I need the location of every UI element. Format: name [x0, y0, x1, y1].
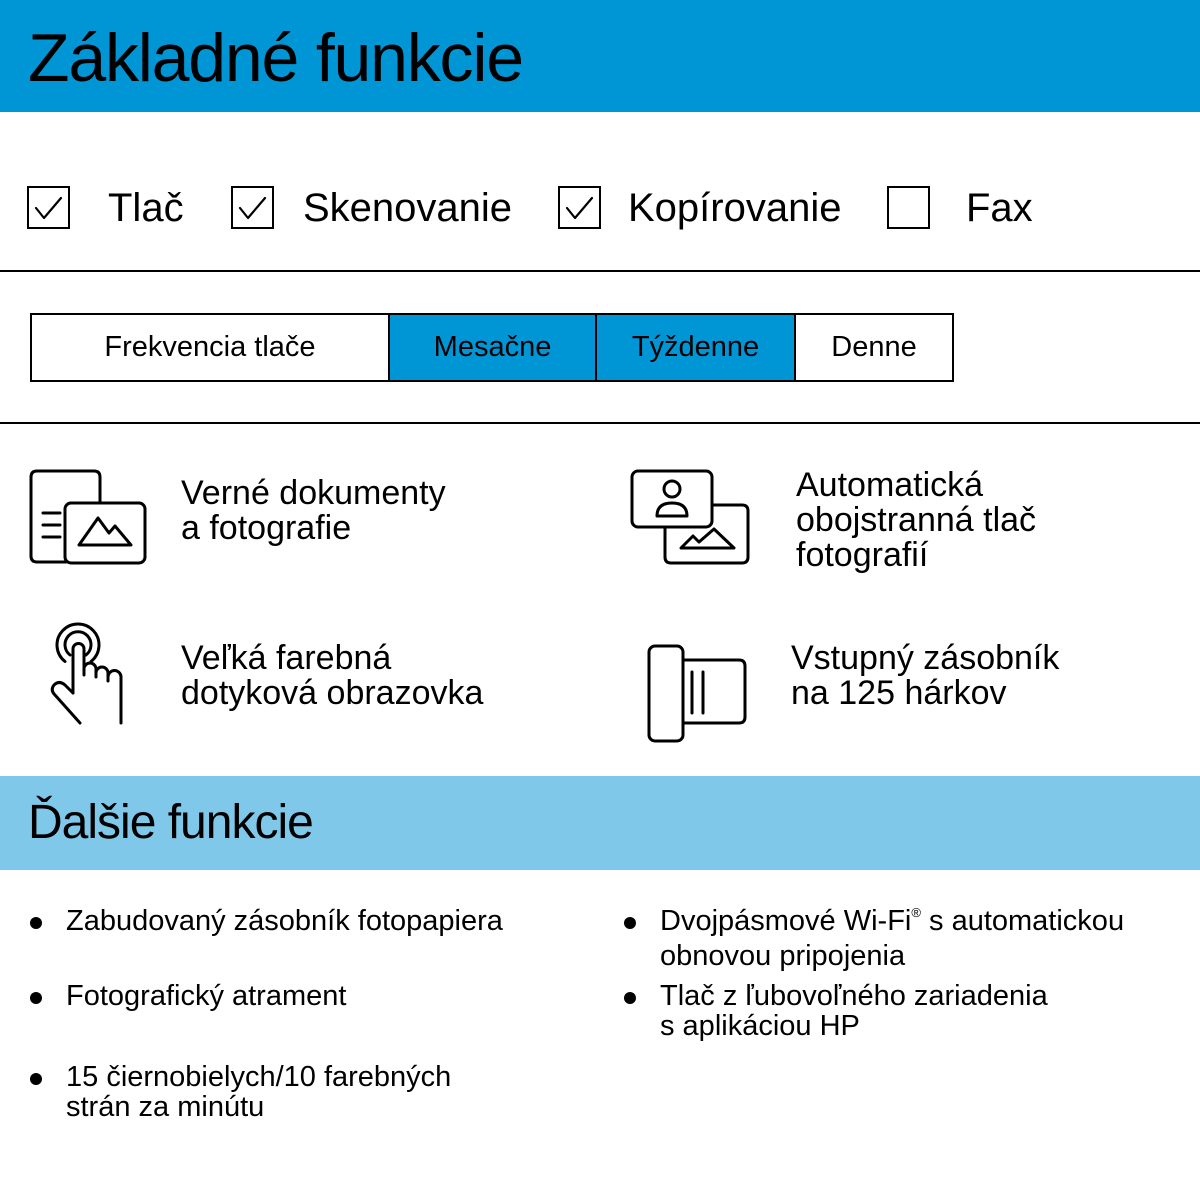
feature-text-line: na 125 hárkov — [791, 674, 1007, 712]
frequency-label: Frekvencia tlače — [32, 315, 388, 380]
list-item-line: 15 čiernobielych/10 farebných — [66, 1061, 452, 1093]
feature-text-line: Veľká farebná — [181, 639, 392, 677]
list-item-line: strán za minútu — [66, 1091, 265, 1123]
feature-input-tray — [791, 641, 1059, 711]
checkbox-label-fax: Fax — [966, 186, 1033, 230]
bullet-dot — [30, 1073, 42, 1085]
list-item-line: Tlač z ľubovoľného zariadenia — [660, 980, 1048, 1012]
list-item-line: Fotografický atrament — [66, 980, 347, 1012]
checkmark-icon — [27, 186, 70, 229]
checkbox-scan — [231, 186, 274, 229]
list-item-line: Zabudovaný zásobník fotopapiera — [66, 905, 503, 937]
feature-text-line: dotyková obrazovka — [181, 674, 484, 712]
list-item-line: obnovou pripojenia — [660, 940, 906, 972]
frequency-option-monthly: Mesačne — [388, 315, 595, 380]
documents-photo-icon — [28, 468, 148, 566]
wifi-text: Dvojpásmové Wi-Fi — [660, 905, 912, 937]
feature-text-line: Automatická — [796, 466, 984, 504]
feature-text-line: Verné dokumenty — [181, 474, 446, 512]
checkbox-label-print: Tlač — [108, 186, 184, 230]
section-title: Ďalšie funkcie — [28, 796, 313, 849]
duplex-photo-icon — [629, 468, 751, 566]
divider — [0, 270, 1200, 272]
divider — [0, 422, 1200, 424]
bullet-dot — [30, 917, 42, 929]
feature-text-line: fotografií — [796, 536, 929, 574]
wifi-text-rest: s automatickou — [920, 905, 1125, 937]
frequency-option-weekly: Týždenne — [595, 315, 794, 380]
list-item-line: s aplikáciou HP — [660, 1010, 860, 1042]
list-item — [66, 981, 346, 1011]
bullet-dot — [624, 917, 636, 929]
list-item — [66, 1062, 451, 1122]
feature-documents-photos — [181, 476, 446, 546]
list-item — [66, 906, 503, 936]
registered-mark: ® — [911, 905, 921, 920]
input-tray-icon — [646, 643, 750, 745]
frequency-option-daily: Denne — [794, 315, 952, 380]
checkbox-fax — [887, 186, 930, 229]
feature-auto-duplex — [796, 468, 1036, 573]
print-frequency-bar — [30, 313, 954, 382]
bullet-dot — [30, 992, 42, 1004]
list-item — [660, 981, 1048, 1041]
list-item-line — [660, 906, 1124, 941]
feature-text-line: a fotografie — [181, 509, 352, 547]
page-title: Základné funkcie — [28, 20, 523, 96]
checkbox-label-copy: Kopírovanie — [628, 186, 842, 230]
checkmark-icon — [231, 186, 274, 229]
checkbox-print — [27, 186, 70, 229]
feature-text-line: obojstranná tlač — [796, 501, 1037, 539]
bullet-dot — [624, 992, 636, 1004]
list-item — [660, 906, 1124, 971]
checkmark-icon — [558, 186, 601, 229]
feature-text-line: Vstupný zásobník — [791, 639, 1060, 677]
touch-screen-icon — [46, 619, 128, 727]
checkbox-label-scan: Skenovanie — [303, 186, 513, 230]
checkbox-copy — [558, 186, 601, 229]
feature-touch-screen — [181, 641, 483, 711]
